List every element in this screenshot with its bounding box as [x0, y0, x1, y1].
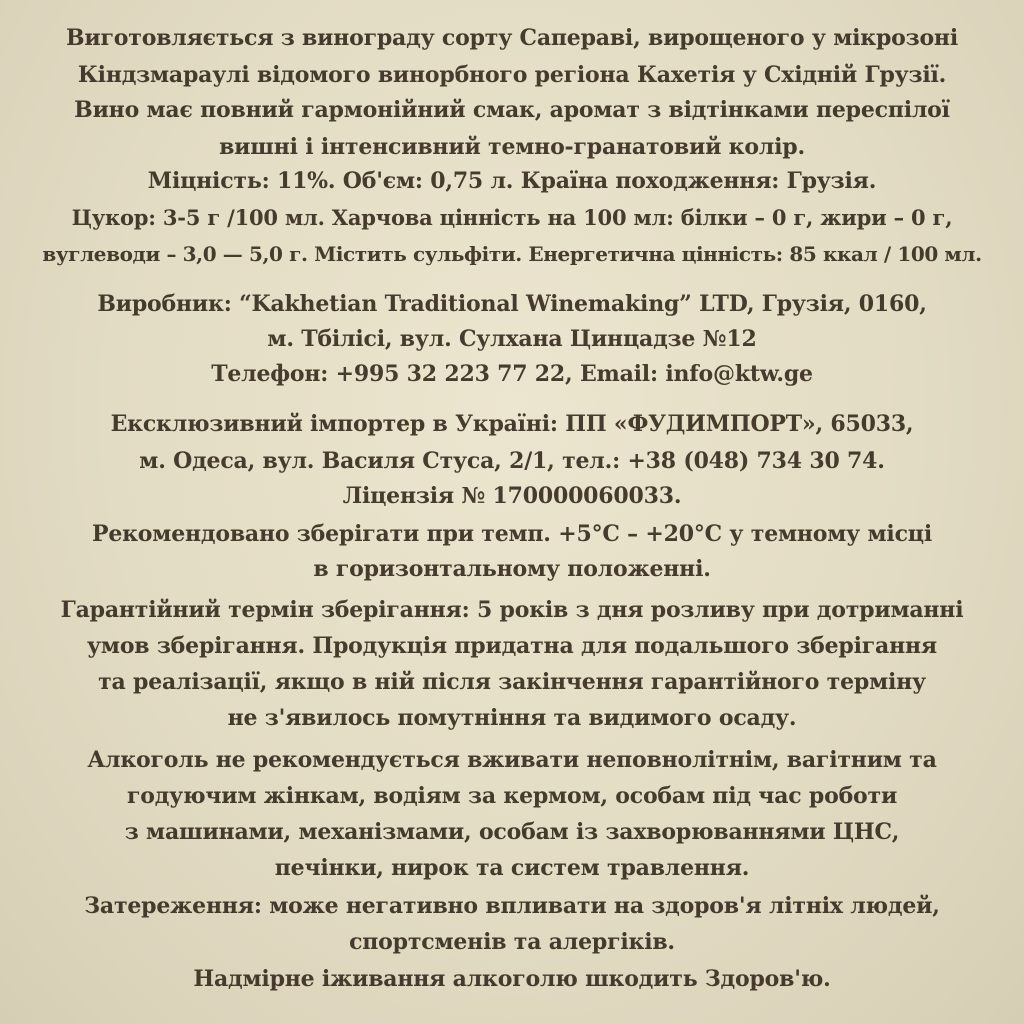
label-line-17: умов зберігання. Продукція придатна для подальшого зберігання: [87, 633, 937, 659]
label-line-2: Кіндзмараулі відомого винорбного регіона Кахетія у Східній Грузії.: [77, 62, 947, 88]
label-line-13: Ліцензія № 170000060033.: [342, 483, 682, 509]
label-line-18: та реалізації, якщо в ній після закінчення гарантійного терміну: [98, 669, 926, 695]
label-line-10: Телефон: +995 32 223 77 22, Email: info@ktw.ge: [211, 361, 813, 387]
label-line-15: в горизонтальному положенні.: [313, 556, 711, 582]
label-line-6: Цукор: 3-5 г /100 мл. Харчова цінність на 100 мл: білки – 0 г, жири – 0 г,: [71, 205, 953, 230]
label-line-8: Виробник: “Kakhetian Traditional Winemaking” LTD, Грузія, 0160,: [97, 291, 927, 317]
label-line-21: годуючим жінкам, водіям за кермом, особам під час роботи: [126, 783, 898, 809]
label-line-20: Алкоголь не рекомендується вживати неповнолітнім, вагітним та: [87, 747, 937, 773]
label-line-1: Виготовляється з винограду сорту Сапераві, вирощеного у мікрозоні: [66, 25, 958, 51]
label-line-22: з машинами, механізмами, особам із захворюваннями ЦНС,: [124, 819, 900, 845]
label-line-23: печінки, нирок та систем травлення.: [274, 855, 750, 881]
cropped-top-line: [0, 0, 1024, 6]
label-line-4: вишні і інтенсивний темно-гранатовий колір.: [219, 134, 805, 160]
label-line-12: м. Одеса, вул. Василя Стуса, 2/1, тел.: +38 (048) 734 30 74.: [139, 448, 885, 474]
label-line-9: м. Тбілісі, вул. Сулхана Цинцадзе №12: [267, 326, 757, 352]
label-line-16: Гарантійний термін зберігання: 5 років з дня розливу при дотриманні: [60, 597, 964, 623]
label-line-24: Затереження: може негативно впливати на здоров'я літніх людей,: [84, 893, 940, 919]
label-line-11: Ексклюзивний імпортер в Україні: ПП «ФУДИМПОРТ», 65033,: [110, 411, 914, 437]
label-line-5: Міцність: 11%. Об'єм: 0,75 л. Країна походження: Грузія.: [147, 168, 877, 194]
label-line-3: Вино має повний гармонійний смак, аромат з відтінками переспілої: [74, 97, 950, 123]
label-line-14: Рекомендовано зберігати при темп. +5°С – +20°С у темному місці: [91, 521, 932, 547]
label-line-19: не з'явилось помутніння та видимого осаду.: [227, 705, 797, 731]
label-line-25: спортсменів та алергіків.: [349, 929, 675, 955]
label-line-26: Надмірне іживання алкоголю шкодить Здоров'ю.: [193, 966, 831, 992]
label-line-7: вуглеводи – 3,0 — 5,0 г. Містить сульфіти. Енергетична цінність: 85 ккал / 100 мл.: [42, 242, 982, 266]
